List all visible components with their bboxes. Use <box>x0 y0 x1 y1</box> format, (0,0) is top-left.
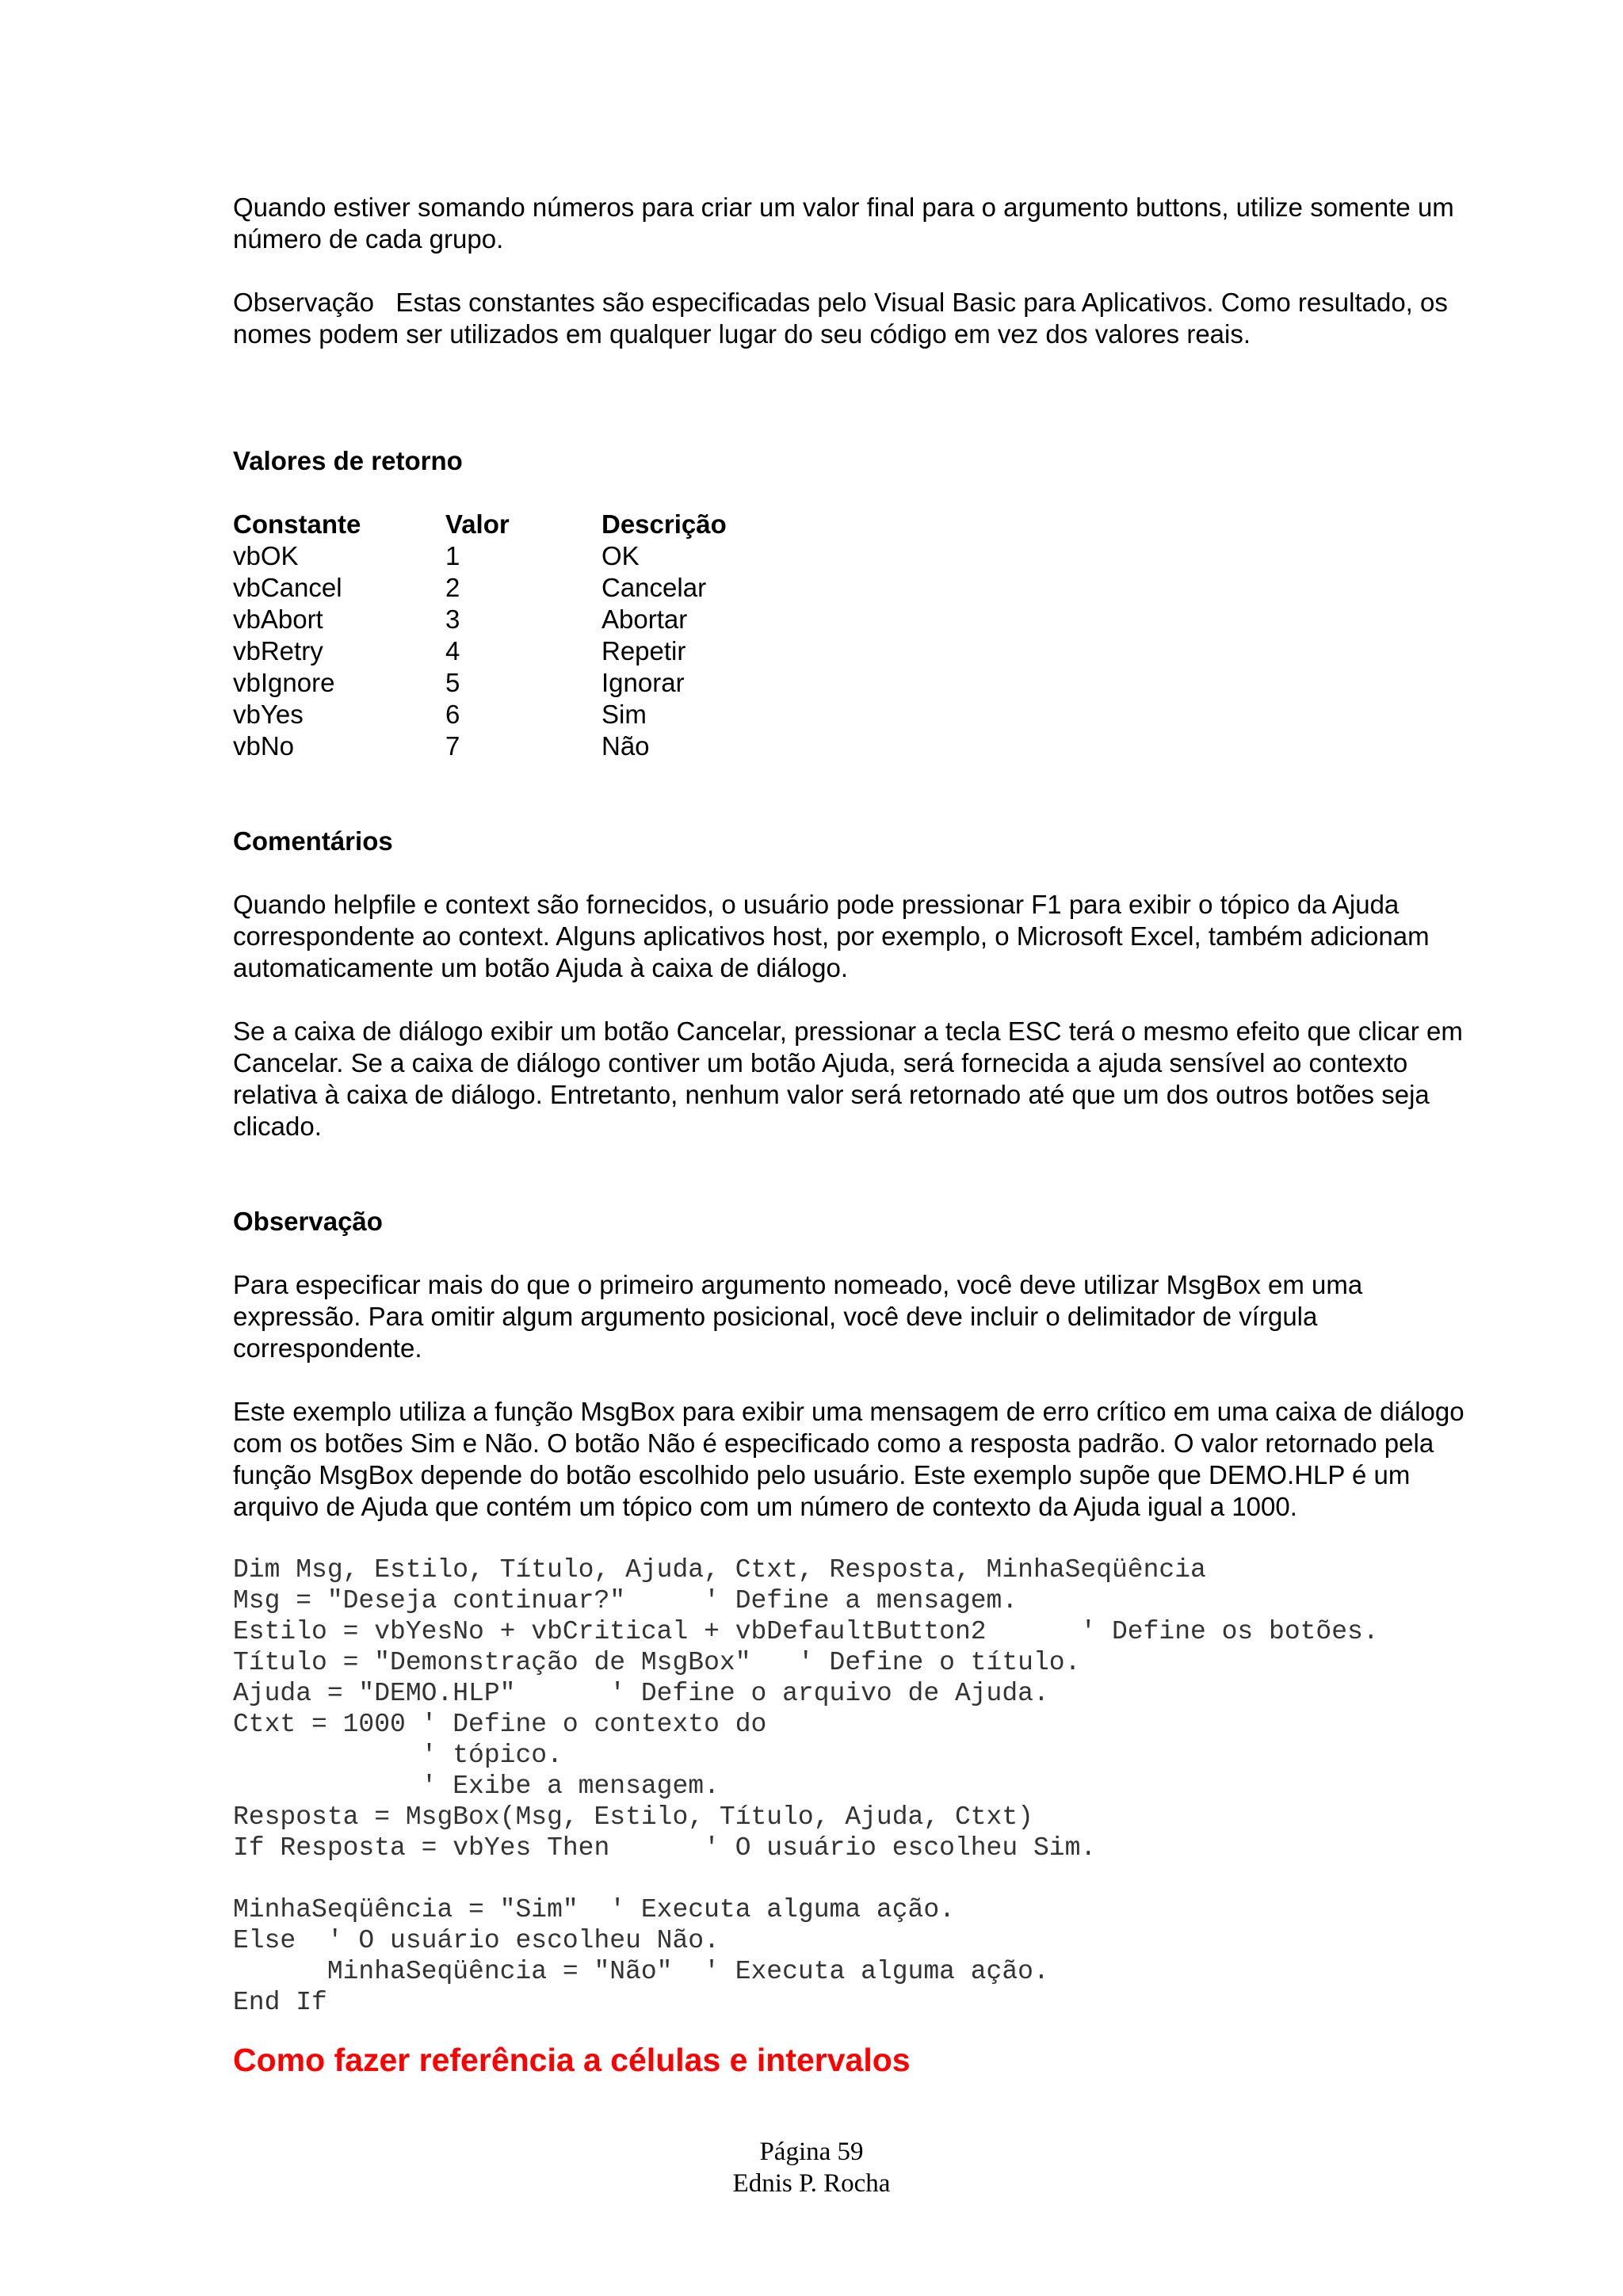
table-row <box>233 730 839 762</box>
table-cell: 3 <box>445 605 460 634</box>
table-cell: 4 <box>445 636 460 666</box>
table-cell: vbOK <box>233 541 299 570</box>
table-row <box>233 540 839 572</box>
table-header-row <box>233 509 839 540</box>
column-header-valor: Valor <box>445 509 510 539</box>
table-cell: vbNo <box>233 731 295 761</box>
code-line: ' tópico. <box>233 1741 563 1770</box>
code-line: Dim Msg, Estilo, Título, Ajuda, Ctxt, Resposta, MinhaSeqüência <box>233 1555 1206 1585</box>
table-row <box>233 667 839 699</box>
code-line: Msg = "Deseja continuar?" ' Define a mensagem. <box>233 1586 1018 1615</box>
note-paragraph-2: Este exemplo utiliza a função MsgBox para exibir uma mensagem de erro crítico em uma caixa de diálogo com os botões Sim e Não. O botão Não é especificado como a resposta padrão. O valor retornado pela função MsgBox depende do botão escolhido pelo usuário. Este exemplo supõe que DEMO.HLP é um arquivo de Ajuda que contém um tópico com um número de contexto da Ajuda igual a 1000. <box>233 1397 1465 1521</box>
table-cell: 1 <box>445 541 460 570</box>
return-values-heading: Valores de retorno <box>233 446 463 475</box>
code-example <box>233 1554 1485 2018</box>
table-cell: Abortar <box>601 605 688 634</box>
code-line: MinhaSeqüência = "Sim" ' Executa alguma ação. <box>233 1895 955 1924</box>
code-line: Resposta = MsgBox(Msg, Estilo, Título, Ajuda, Ctxt) <box>233 1802 1033 1832</box>
table-cell: Ignorar <box>601 668 685 697</box>
comments-paragraph-1: Quando helpfile e context são fornecidos, o usuário pode pressionar F1 para exibir o tópico da Ajuda correspondente ao context. Alguns aplicativos host, por exemplo, o Microsoft Excel, também adicionam automaticamente um botão Ajuda à caixa de diálogo. <box>233 890 1430 982</box>
code-line: Estilo = vbYesNo + vbCritical + vbDefaultButton2 ' Define os botões. <box>233 1617 1379 1646</box>
table-row <box>233 699 839 730</box>
footer-author: Ednis P. Rocha <box>732 2169 891 2198</box>
table-cell: OK <box>601 541 640 570</box>
code-line: Ajuda = "DEMO.HLP" ' Define o arquivo de Ajuda. <box>233 1679 1049 1708</box>
table-cell: vbYes <box>233 700 304 729</box>
table-cell: vbCancel <box>233 573 342 602</box>
table-cell: Repetir <box>601 636 686 666</box>
table-cell: Sim <box>601 700 647 729</box>
note-paragraph-1: Para especificar mais do que o primeiro argumento nomeado, você deve utilizar MsgBox em uma expressão. Para omitir algum argumento posicional, você deve incluir o delimitador de vírgula correspondente. <box>233 1270 1363 1363</box>
column-header-descricao: Descrição <box>601 509 727 539</box>
table-row <box>233 572 839 604</box>
code-line: Título = "Demonstração de MsgBox" ' Define o título. <box>233 1648 1081 1677</box>
return-values-table <box>233 509 839 762</box>
table-cell: vbRetry <box>233 636 323 666</box>
table-row <box>233 635 839 667</box>
table-row <box>233 604 839 635</box>
comments-heading: Comentários <box>233 826 393 856</box>
intro-paragraph-2: Observação Estas constantes são especificadas pelo Visual Basic para Aplicativos. Como resultado, os nomes podem ser utilizados em qualquer lugar do seu código em vez dos valores reais. <box>233 288 1456 349</box>
next-section-heading: Como fazer referência a células e intervalos <box>233 2042 911 2078</box>
table-cell: 6 <box>445 700 460 729</box>
table-cell: Não <box>601 731 650 761</box>
code-line: ' Exibe a mensagem. <box>233 1772 720 1801</box>
intro-paragraph-1: Quando estiver somando números para criar um valor final para o argumento buttons, utilize somente um número de cada grupo. <box>233 193 1454 254</box>
table-cell: vbIgnore <box>233 668 335 697</box>
table-cell: 7 <box>445 731 460 761</box>
page-number: Página 59 <box>759 2138 864 2166</box>
table-cell: vbAbort <box>233 605 323 634</box>
code-line: MinhaSeqüência = "Não" ' Executa alguma ação. <box>233 1957 1049 1986</box>
code-line: If Resposta = vbYes Then ' O usuário escolheu Sim. <box>233 1833 1097 1863</box>
comments-paragraph-2: Se a caixa de diálogo exibir um botão Cancelar, pressionar a tecla ESC terá o mesmo efeito que clicar em Cancelar. Se a caixa de diálogo contiver um botão Ajuda, será fornecida a ajuda sensível ao contexto relativa à caixa de diálogo. Entretanto, nenhum valor será retornado até que um dos outros botões seja clicado. <box>233 1016 1463 1141</box>
document-page <box>233 192 1485 2080</box>
column-header-constante: Constante <box>233 509 361 539</box>
code-line: End If <box>233 1988 327 2017</box>
code-line <box>233 1863 1485 1894</box>
table-cell: Cancelar <box>601 573 707 602</box>
table-cell: 2 <box>445 573 460 602</box>
table-cell: 5 <box>445 668 460 697</box>
code-line: Else ' O usuário escolheu Não. <box>233 1926 720 1955</box>
code-line: Ctxt = 1000 ' Define o contexto do <box>233 1710 767 1739</box>
page-footer <box>0 2136 1623 2199</box>
note-heading: Observação <box>233 1207 383 1236</box>
